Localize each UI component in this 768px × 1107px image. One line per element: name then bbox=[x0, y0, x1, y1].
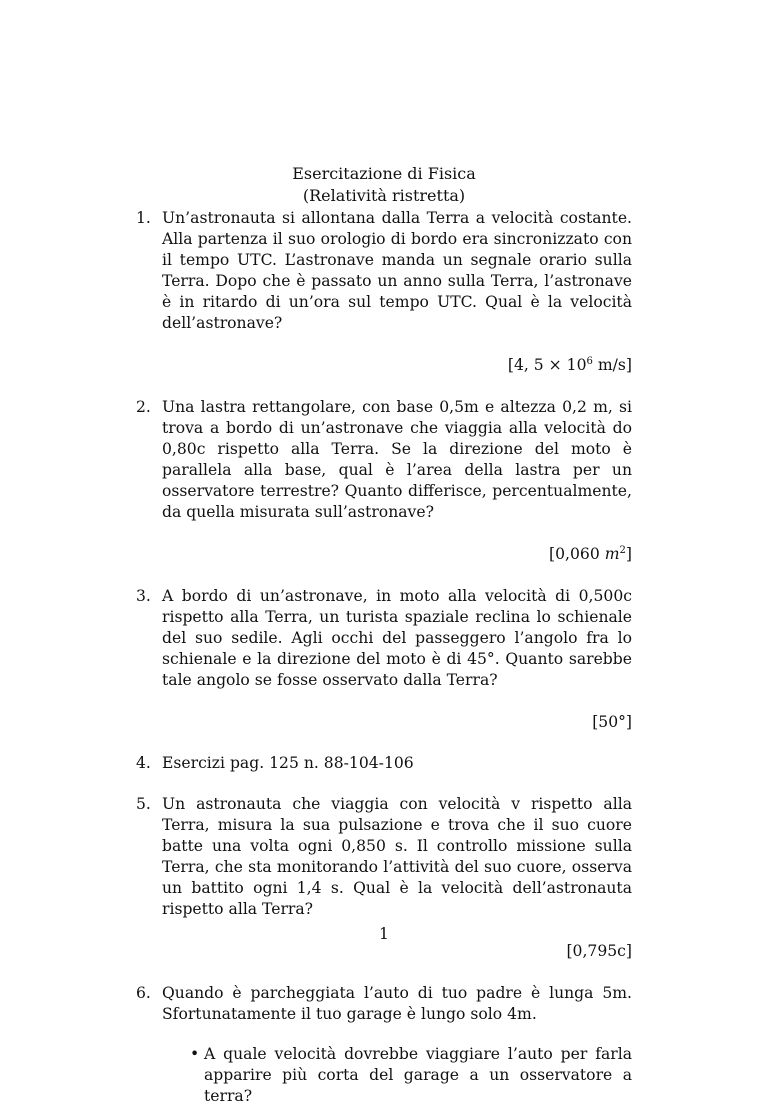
exercise-text: Un astronauta che viaggia con velocità v rispetto alla Terra, misura la sua pulsazione e trova che il suo cuore batte una volta ogni 0,850 s. Il controllo missione sulla Terra, che sta monitorando l’attività del suo cuore, osserva un battito ogni 1,4 s. Qual è la velocità dell’astronauta rispetto alla Terra? bbox=[162, 795, 632, 918]
document-title: Esercitazione di Fisica bbox=[292, 164, 476, 183]
answer-exponent: 2 bbox=[619, 544, 626, 556]
exercise-number: 2. bbox=[136, 398, 151, 416]
answer-suffix: ] bbox=[625, 545, 632, 563]
answer-suffix: m/s] bbox=[592, 356, 632, 374]
exercise-text: Un’astronauta si allontana dalla Terra a velocità costante. Alla partenza il suo orologio di bordo era sincronizzato con il tempo UTC. L’astronave manda un segnale orario sulla Terra. Dopo che è passato un anno sulla Terra, l’astronave è in ritardo di un’ora sul tempo UTC. Qual è la velocità dell’astronave? bbox=[162, 209, 632, 332]
exercise-number: 1. bbox=[136, 209, 151, 227]
exercise-2 bbox=[136, 397, 632, 565]
exercise-answer: [50°] bbox=[592, 713, 632, 731]
answer-prefix: [0,060 bbox=[549, 545, 605, 563]
sub-question bbox=[190, 1044, 632, 1107]
exercise-6 bbox=[136, 983, 632, 1107]
exercise-1 bbox=[136, 208, 632, 376]
answer-exponent: 6 bbox=[586, 355, 593, 367]
exercise-answer bbox=[162, 544, 632, 565]
answer-unit: m bbox=[604, 545, 620, 563]
exercise-list bbox=[136, 208, 632, 1107]
exercise-number: 4. bbox=[136, 754, 151, 772]
exercise-text: Una lastra rettangolare, con base 0,5m e altezza 0,2 m, si trova a bordo di un’astronave che viaggia alla velocità do 0,80c rispetto alla Terra. Se la direzione del moto è parallela alla base, qual è l’area della lastra per un osservatore terrestre? Quanto differisce, percentualmente, da quella misurata sull’astronave? bbox=[162, 398, 632, 521]
document-subtitle: (Relatività ristretta) bbox=[302, 186, 466, 205]
sub-question-text: A quale velocità dovrebbe viaggiare l’auto per farla apparire più corta del garage a un osservatore a terra? bbox=[204, 1045, 632, 1105]
exercise-answer: [0,795c] bbox=[566, 942, 632, 960]
exercise-text: Esercizi pag. 125 n. 88-104-106 bbox=[162, 754, 414, 772]
exercise-4 bbox=[136, 753, 632, 774]
exercise-text: A bordo di un’astronave, in moto alla velocità di 0,500c rispetto alla Terra, un turista spaziale reclina lo schienale del suo sedile. Agli occhi del passeggero l’angolo fra lo schienale e la direzione del moto è di 45°. Quanto sarebbe tale angolo se fosse osservato dalla Terra? bbox=[162, 587, 632, 689]
sub-question-list bbox=[162, 1044, 632, 1107]
exercise-number: 6. bbox=[136, 984, 151, 1002]
page-number: 1 bbox=[379, 925, 389, 943]
exercise-text: Quando è parcheggiata l’auto di tuo padre è lunga 5m. Sfortunatamente il tuo garage è lungo solo 4m. bbox=[162, 984, 632, 1023]
exercise-3 bbox=[136, 586, 632, 733]
answer-prefix: [4, 5 × 10 bbox=[507, 356, 587, 374]
exercise-number: 3. bbox=[136, 587, 151, 605]
exercise-number: 5. bbox=[136, 795, 151, 813]
bullet-icon: • bbox=[190, 1045, 200, 1063]
exercise-answer bbox=[162, 355, 632, 376]
title-block bbox=[0, 163, 768, 207]
